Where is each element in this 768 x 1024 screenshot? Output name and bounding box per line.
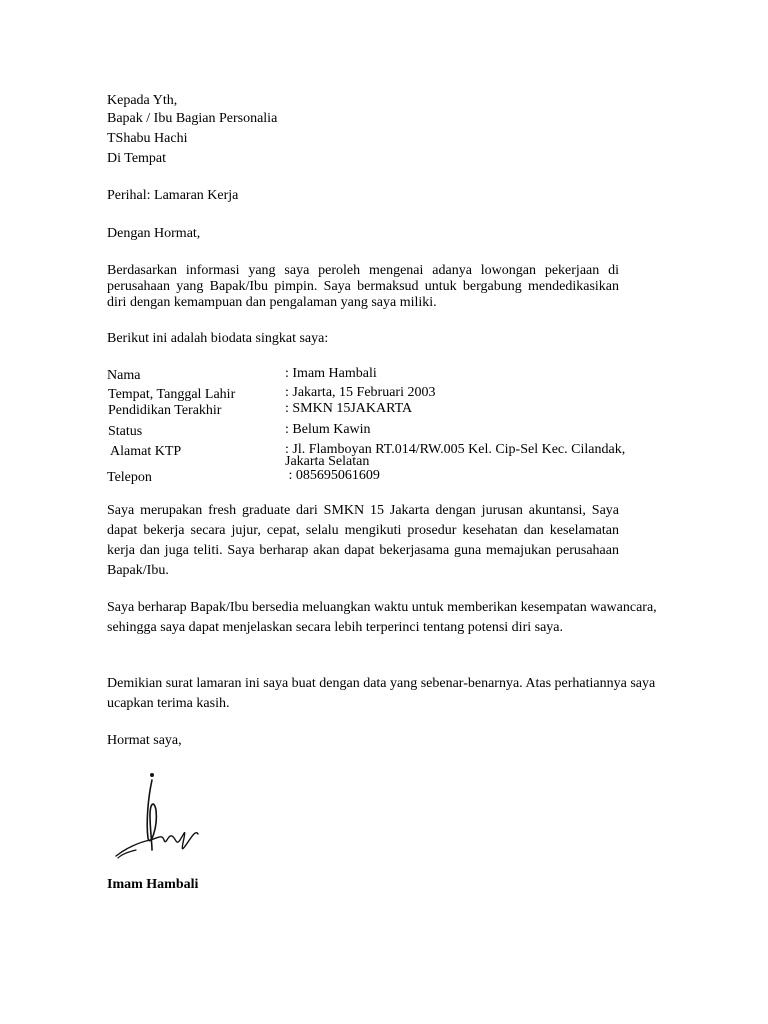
recipient-line-4: Di Tempat bbox=[107, 151, 167, 166]
closing-paragraph: Demikian surat lamaran ini saya buat dengan data yang sebenar-benarnya. Atas perhatiannya saya ucapkan terima kasih. bbox=[107, 676, 656, 711]
fresh-graduate-paragraph: Saya merupakan fresh graduate dari SMKN 15 Jakarta dengan jurusan akuntansi, Saya dapat bekerja secara jujur, cepat, selalu mengikuti prosedur kesehatan dan keselamatan kerja dan juga teliti. Saya berharap akan dapat bekerjasama guna memajukan perusahaan Bapak/Ibu. bbox=[107, 503, 619, 578]
biodata-label: Telepon bbox=[107, 470, 152, 485]
biodata-label: Status bbox=[108, 424, 143, 439]
biodata-value: : Belum Kawin bbox=[285, 422, 371, 437]
biodata-label: Alamat KTP bbox=[110, 444, 182, 459]
biodata-value: : Imam Hambali bbox=[285, 366, 377, 381]
biodata-value: : Jl. Flamboyan RT.014/RW.005 Kel. Cip-Sel Kec. Cilandak, Jakarta Selatan bbox=[285, 442, 626, 469]
handwritten-signature bbox=[106, 768, 206, 868]
greeting: Dengan Hormat, bbox=[107, 226, 201, 241]
biodata-label: Pendidikan Terakhir bbox=[108, 403, 222, 418]
interview-paragraph: Saya berharap Bapak/Ibu bersedia meluangkan waktu untuk memberikan kesempatan wawancara, sehingga saya dapat menjelaskan secara lebih terperinci tentang potensi diri saya. bbox=[107, 600, 657, 635]
recipient-line-2: Bapak / Ibu Bagian Personalia bbox=[107, 111, 278, 126]
sign-off: Hormat saya, bbox=[107, 733, 182, 748]
signer-name: Imam Hambali bbox=[107, 877, 199, 892]
recipient-line-1: Kepada Yth, bbox=[107, 93, 178, 108]
subject-line: Perihal: Lamaran Kerja bbox=[107, 188, 239, 203]
intro-paragraph: Berdasarkan informasi yang saya peroleh mengenai adanya lowongan pekerjaan di perusahaan yang Bapak/Ibu pimpin. Saya bermaksud untuk bergabung mendedikasikan diri dengan kemampuan dan pengalaman yang saya miliki. bbox=[107, 263, 619, 310]
biodata-label: Tempat, Tanggal Lahir bbox=[108, 387, 236, 402]
biodata-value: : Jakarta, 15 Februari 2003 bbox=[285, 385, 436, 400]
biodata-intro: Berikut ini adalah biodata singkat saya: bbox=[107, 331, 329, 346]
biodata-label: Nama bbox=[107, 368, 141, 383]
recipient-line-3: TShabu Hachi bbox=[107, 131, 188, 146]
biodata-value: : SMKN 15JAKARTA bbox=[285, 401, 413, 416]
biodata-value: : 085695061609 bbox=[285, 468, 380, 483]
